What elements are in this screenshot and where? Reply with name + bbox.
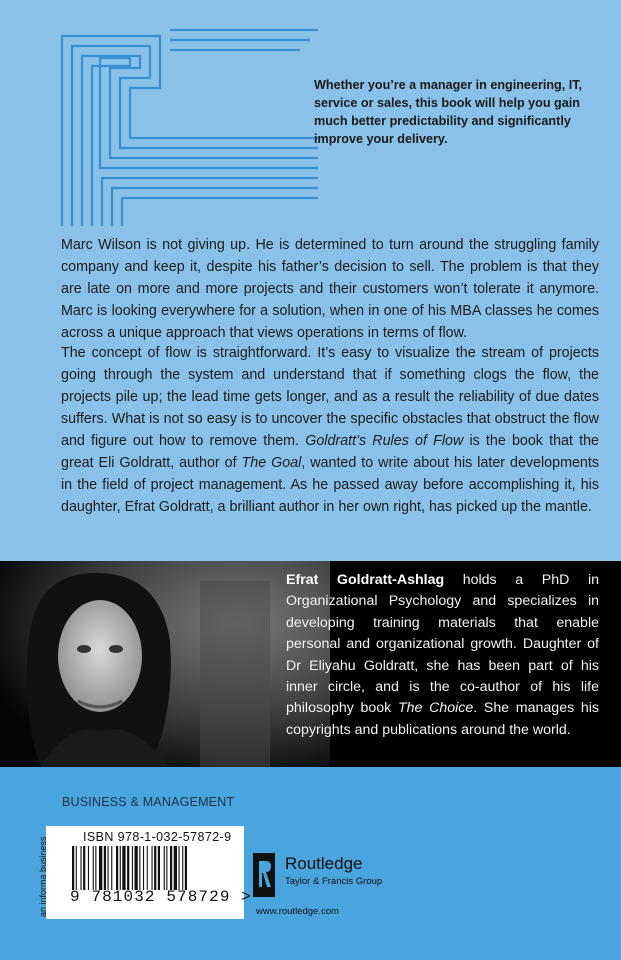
maze-line-graphic — [60, 28, 320, 228]
tagline: Whether you’re a manager in engineering, IT, service or sales, this book will help you gain much better predictability and significantly improve your delivery. — [314, 78, 583, 146]
description-text: is the book that the great Eli Goldratt, author of — [61, 433, 599, 471]
description-paragraph-2 — [61, 342, 599, 518]
author-name: Efrat Goldratt-Ashlag — [286, 572, 445, 588]
barcode-bar — [81, 846, 82, 890]
barcode-bar — [143, 846, 144, 890]
barcode-bar — [83, 846, 85, 890]
barcode-bar — [135, 846, 138, 890]
description-paragraph-1: Marc Wilson is not giving up. He is determined to turn around the struggling family company and keep it, despite his father’s decision to sell. The problem is that they are late on more and more projects and their customers won’t tolerate it anymore. Marc is looking everywhere for a solution, when in one of his MBA classes he comes across a unique approach that views operations in terms of flow. — [61, 237, 599, 341]
barcode-bar — [108, 846, 109, 890]
barcode-bar — [95, 846, 96, 890]
barcode-bar — [88, 846, 89, 890]
barcode-bar — [185, 846, 187, 890]
barcode-icon — [72, 846, 236, 890]
book-title: Goldratt’s Rules of Flow — [305, 433, 464, 449]
barcode-bar — [111, 846, 112, 890]
barcode-bar — [158, 846, 160, 890]
isbn-label: ISBN 978-1-032-57872-9 — [83, 830, 232, 844]
barcode-bar — [72, 846, 74, 890]
barcode-bar — [120, 846, 121, 890]
barcode-bar — [154, 846, 156, 890]
category-label: BUSINESS & MANAGEMENT — [62, 795, 235, 809]
publisher-name: Routledge — [285, 854, 363, 873]
barcode-bar — [104, 846, 106, 890]
barcode-bar — [116, 846, 118, 890]
barcode-bar — [147, 846, 148, 890]
author-photo — [0, 561, 330, 767]
barcode-bar — [139, 846, 140, 890]
barcode-bar — [179, 846, 180, 890]
barcode-bar — [166, 846, 167, 890]
author-bio — [286, 570, 599, 741]
informa-label: an informa business — [38, 836, 48, 917]
barcode-bar — [93, 846, 94, 890]
barcode-bar — [170, 846, 172, 890]
publisher-group: Taylor & Francis Group — [285, 876, 383, 887]
description-text: , wanted to write about his later developments in the field of project management. As he passed away before accomplishing it, his daughter, Efrat Goldratt, a brilliant author in her own right, has picked up the mantle. — [61, 455, 600, 515]
barcode-bar — [132, 846, 133, 890]
website-link[interactable]: www.routledge.com — [256, 906, 339, 917]
description-text: The concept of flow is straightforward. It’s easy to visualize the stream of projects going through the system and understand that if something clogs the flow, the projects pile up; the lead time gets longer, and as a result the reliability of due dates suffers. What is not so easy is to uncover the specific obstacles that obstruct the flow and figure out how to remove them. — [61, 345, 599, 449]
barcode-bar — [127, 846, 129, 890]
barcode-bar — [152, 846, 153, 890]
goal-title: The Goal — [241, 455, 302, 471]
barcode-bar — [99, 846, 102, 890]
barcode-bar — [174, 846, 177, 890]
barcode-bar — [122, 846, 125, 890]
author-bio-text: holds a PhD in Organizational Psychology and specializes in developing training materials that enable personal and organizational growth. Daughter of Dr Eliyahu Goldratt, she has been part of his inner circle, and is the co-author of his life philosophy book — [286, 572, 599, 717]
author-book-title: The Choice — [397, 700, 474, 717]
author-bio-text: . She manages his copyrights and publications around the world. — [286, 700, 599, 738]
barcode-digits: 9 781032 578729 > — [70, 888, 252, 906]
barcode-bar — [76, 846, 77, 890]
barcode-bar — [164, 846, 165, 890]
barcode-bar — [182, 846, 183, 890]
routledge-logo-icon — [253, 853, 275, 897]
